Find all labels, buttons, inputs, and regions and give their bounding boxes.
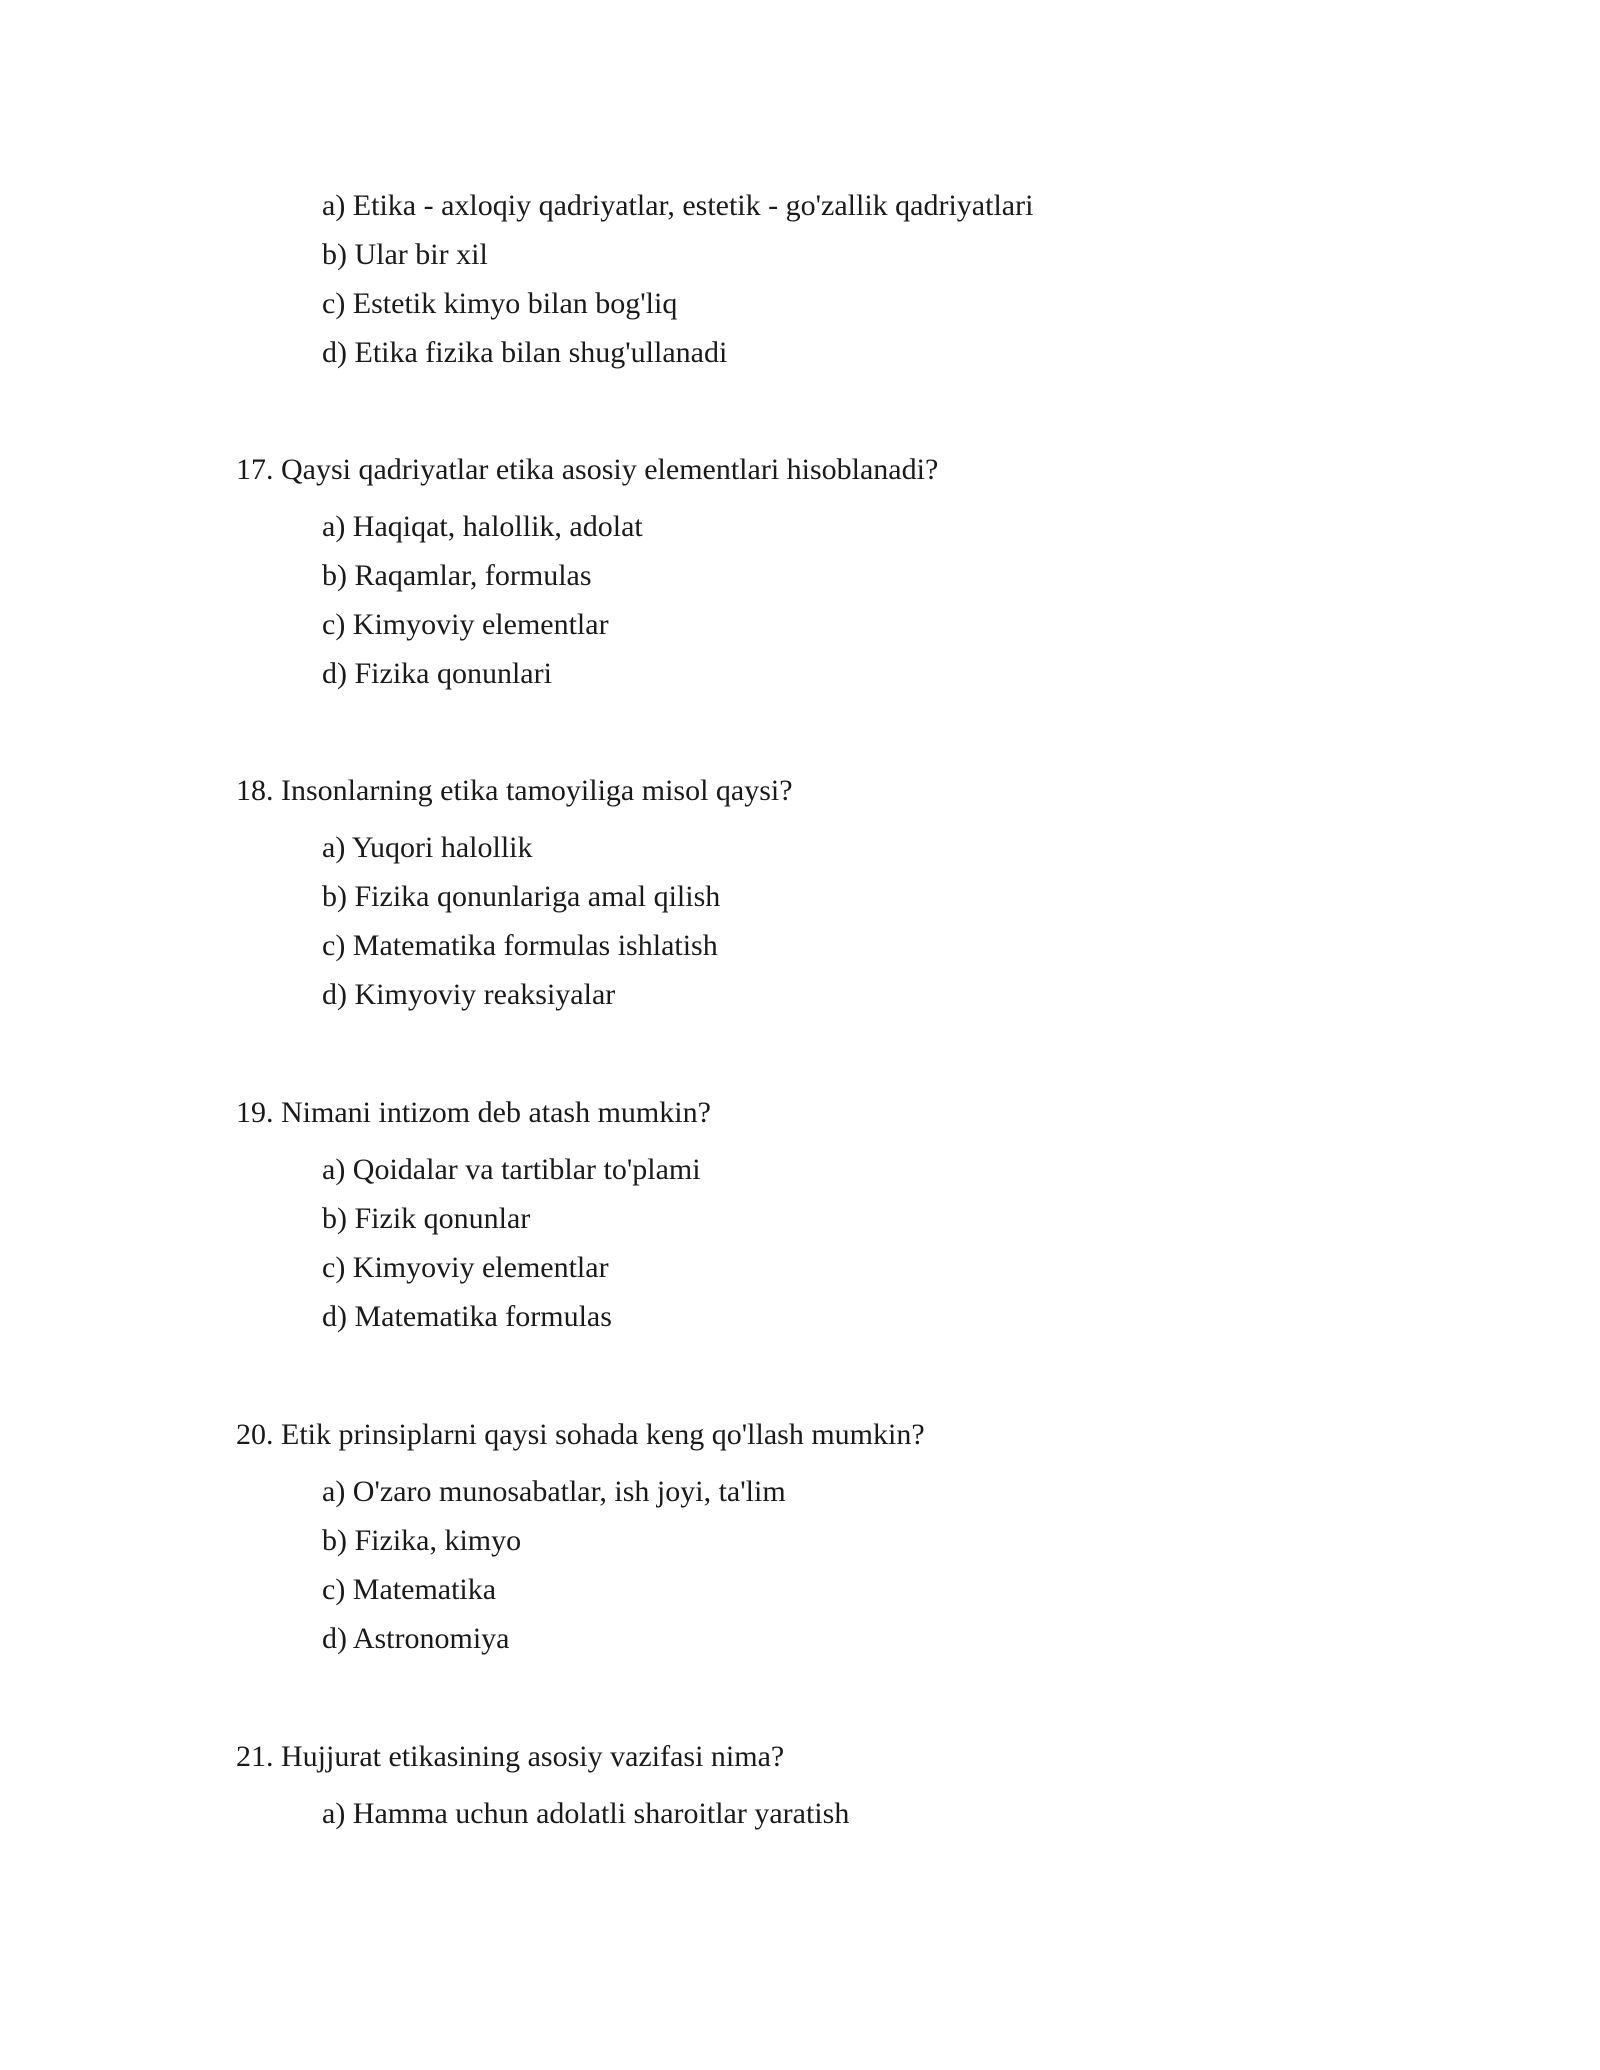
option-20-c: c) Matematika [322, 1573, 497, 1606]
question-17: 17. Qaysi qadriyatlar etika asosiy elementlari hisoblanadi? [236, 453, 939, 486]
option-17-d: d) Fizika qonunlari [322, 657, 552, 690]
option-18-d: d) Kimyoviy reaksiyalar [322, 978, 616, 1011]
option-16-d: d) Etika fizika bilan shug'ullanadi [322, 336, 728, 369]
option-18-a: a) Yuqori halollik [322, 831, 533, 864]
option-17-a: a) Haqiqat, halollik, adolat [322, 510, 643, 543]
option-19-b: b) Fizik qonunlar [322, 1202, 531, 1235]
option-19-c: c) Kimyoviy elementlar [322, 1251, 609, 1284]
option-18-b: b) Fizika qonunlariga amal qilish [322, 880, 721, 913]
option-21-a: a) Hamma uchun adolatli sharoitlar yaratish [322, 1797, 850, 1830]
option-19-d: d) Matematika formulas [322, 1300, 612, 1333]
option-20-b: b) Fizika, kimyo [322, 1524, 522, 1557]
option-17-c: c) Kimyoviy elementlar [322, 608, 609, 641]
option-18-c: c) Matematika formulas ishlatish [322, 929, 718, 962]
option-16-a: a) Etika - axloqiy qadriyatlar, estetik - go'zallik qadriyatlari [322, 189, 1034, 222]
option-20-a: a) O'zaro munosabatlar, ish joyi, ta'lim [322, 1475, 786, 1508]
option-17-b: b) Raqamlar, formulas [322, 559, 592, 592]
option-20-d: d) Astronomiya [322, 1622, 510, 1655]
question-21: 21. Hujjurat etikasining asosiy vazifasi nima? [236, 1740, 785, 1773]
option-16-c: c) Estetik kimyo bilan bog'liq [322, 287, 678, 320]
question-19: 19. Nimani intizom deb atash mumkin? [236, 1096, 711, 1129]
question-20: 20. Etik prinsiplarni qaysi sohada keng qo'llash mumkin? [236, 1418, 925, 1451]
option-19-a: a) Qoidalar va tartiblar to'plami [322, 1153, 701, 1186]
question-18: 18. Insonlarning etika tamoyiliga misol qaysi? [236, 774, 793, 807]
option-16-b: b) Ular bir xil [322, 238, 488, 271]
